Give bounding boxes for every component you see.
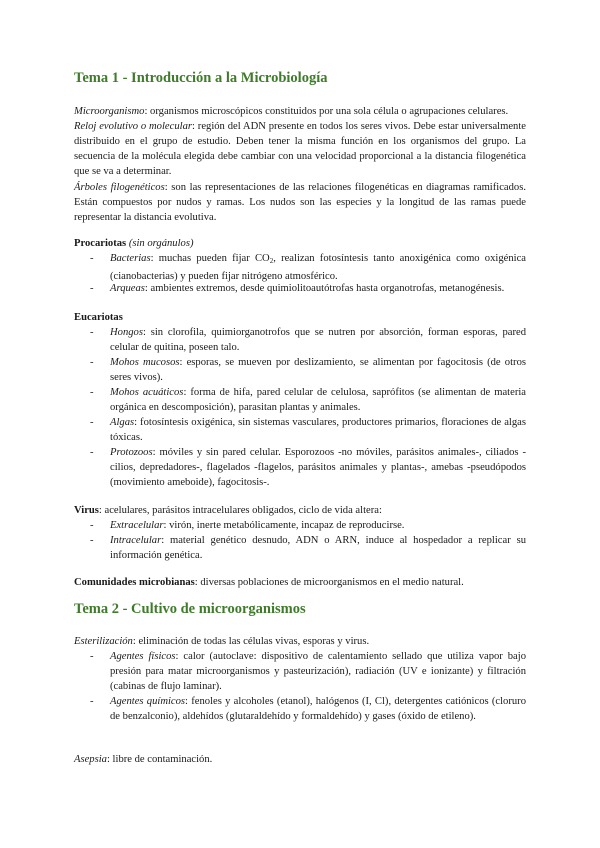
definition-text: : organismos microscópicos constituidos por una sola célula o agrupaciones celulares. bbox=[144, 106, 509, 117]
item-term: Agentes químicos bbox=[110, 696, 186, 707]
item-text: : fenoles y alcoholes (etanol), halógenos (I, Cl), detergentes catiónicos (cloruro de benzalconio), aldehídos (glutaraldehído y formaldehído) y gases (óxido de etileno). bbox=[110, 696, 526, 723]
list-item-algas bbox=[110, 415, 526, 445]
definition-term: Árboles filogenéticos bbox=[74, 182, 165, 193]
item-text: : móviles y sin pared celular. Esporozoos -no móviles, parásitos animales-, ciliados -cilios, depredadores-, flagelados -flagelos, parásitos animales y plantas-, amebas -pseudópodos (movimiento ameboide), fagocitosis-. bbox=[110, 447, 526, 489]
item-text: : sin clorofila, quimiorganotrofos que se nutren por absorción, forman esporas, pared celular de quitina, poseen talo. bbox=[110, 327, 526, 354]
list-item-bacterias bbox=[110, 251, 526, 284]
list-item-arqueas bbox=[110, 281, 526, 296]
item-text: : fotosíntesis oxigénica, sin sistemas vasculares, productores primarios, floraciones de algas tóxicas. bbox=[110, 417, 526, 444]
section-text: : acelulares, parásitos intracelulares obligados, ciclo de vida altera: bbox=[98, 505, 382, 516]
definition-text: : libre de contaminación. bbox=[106, 754, 213, 765]
item-term: Arqueas bbox=[110, 283, 145, 294]
definition-microorganismo bbox=[74, 104, 526, 119]
bullet-dash: - bbox=[90, 447, 94, 458]
eucariotas-heading bbox=[74, 310, 526, 325]
bullet-dash: - bbox=[90, 535, 94, 546]
list-item-mohos-mucosos bbox=[110, 355, 526, 385]
item-term: Agentes físicos bbox=[110, 651, 176, 662]
section-label: Virus bbox=[74, 505, 99, 516]
list-item-extracelular bbox=[110, 518, 526, 533]
bullet-dash: - bbox=[90, 327, 94, 338]
item-term: Mohos acuáticos bbox=[110, 387, 184, 398]
bullet-dash: - bbox=[90, 357, 94, 368]
item-term: Intracelular bbox=[110, 535, 162, 546]
item-text: : esporas, se mueven por deslizamiento, se alimentan por fagocitosis (de otros seres vivos). bbox=[110, 357, 526, 384]
item-text: : virón, inerte metabólicamente, incapaz de reproducirse. bbox=[163, 520, 405, 531]
item-term: Bacterias bbox=[110, 253, 151, 264]
section-text: : diversas poblaciones de microorganismos en el medio natural. bbox=[194, 577, 464, 588]
definition-arboles bbox=[74, 180, 526, 225]
item-term: Mohos mucosos bbox=[110, 357, 180, 368]
definition-term: Esterilización bbox=[74, 636, 133, 647]
bullet-dash: - bbox=[90, 520, 94, 531]
tema2-title: Tema 2 - Cultivo de microorganismos bbox=[74, 601, 306, 617]
section-label: Eucariotas bbox=[74, 312, 123, 323]
section-label: Procariotas bbox=[74, 238, 127, 249]
item-term: Hongos bbox=[110, 327, 143, 338]
definition-text: : son las representaciones de las relaciones filogenéticas en diagramas ramificados. Están compuestos por nudos y ramas. Los nudos son las especies y la longitud de las ramas puede representar la distancia evolutiva. bbox=[74, 182, 526, 224]
definition-term: Asepsia bbox=[74, 754, 107, 765]
item-term: Extracelular bbox=[110, 520, 164, 531]
list-item-agentes-fisicos bbox=[110, 649, 526, 694]
esterilizacion-paragraph bbox=[74, 634, 526, 649]
item-text: : forma de hifa, pared celular de celulosa, saprófitos (se alimentan de materia orgánica en descomposición), parasitan plantas y animales. bbox=[110, 387, 527, 414]
list-item-intracelular bbox=[110, 533, 526, 563]
bullet-dash: - bbox=[90, 253, 94, 264]
bullet-dash: - bbox=[90, 283, 94, 294]
item-text: : muchas pueden fijar CO bbox=[150, 253, 270, 264]
item-text-cont: , realizan fotosíntesis tanto anoxigénica como oxigénica (cianobacterias) y pueden fijar nitrógeno atmosférico. bbox=[110, 253, 526, 283]
definition-term: Microorganismo bbox=[74, 106, 145, 117]
list-item-hongos bbox=[110, 325, 526, 355]
asepsia-paragraph bbox=[74, 752, 526, 767]
definition-reloj bbox=[74, 119, 526, 179]
section-subtitle: (sin orgánulos) bbox=[128, 238, 194, 249]
definition-term: Reloj evolutivo o molecular bbox=[74, 121, 192, 132]
bullet-dash: - bbox=[90, 651, 94, 662]
tema1-title: Tema 1 - Introducción a la Microbiología bbox=[74, 70, 328, 86]
item-term: Protozoos bbox=[110, 447, 153, 458]
list-item-agentes-quimicos bbox=[110, 694, 526, 724]
bullet-dash: - bbox=[90, 387, 94, 398]
item-term: Algas bbox=[110, 417, 135, 428]
bullet-dash: - bbox=[90, 696, 94, 707]
comunidades-paragraph bbox=[74, 575, 526, 590]
item-text: : calor (autoclave: dispositivo de calentamiento sellado que utiliza vapor bajo presión para matar microorganismos y pasteurización), radiación (UV e ionizante) y filtración (cabinas de flujo laminar). bbox=[110, 651, 526, 693]
procariotas-heading bbox=[74, 236, 526, 251]
bullet-dash: - bbox=[90, 417, 94, 428]
definition-text: : región del ADN presente en todos los seres vivos. Debe estar universalmente distribuido en el grupo de estudio. Deben tener la misma función en los organismos del grupo. La secuencia de la molécula elegida debe cambiar con una velocidad proporcional a la distancia filogenética que se va a determinar. bbox=[74, 121, 526, 178]
section-label: Comunidades microbianas bbox=[74, 577, 195, 588]
definition-text: : eliminación de todas las células vivas, esporas y virus. bbox=[132, 636, 370, 647]
item-text: : ambientes extremos, desde quimiolitoautótrofas hasta organotrofas, metanogénesis. bbox=[144, 283, 505, 294]
list-item-mohos-acuaticos bbox=[110, 385, 526, 415]
list-item-protozoos bbox=[110, 445, 526, 490]
virus-heading bbox=[74, 503, 526, 518]
subscript: 2 bbox=[269, 257, 274, 265]
item-text: : material genético desnudo, ADN o ARN, induce al hospedador a replicar su información genética. bbox=[110, 535, 526, 562]
